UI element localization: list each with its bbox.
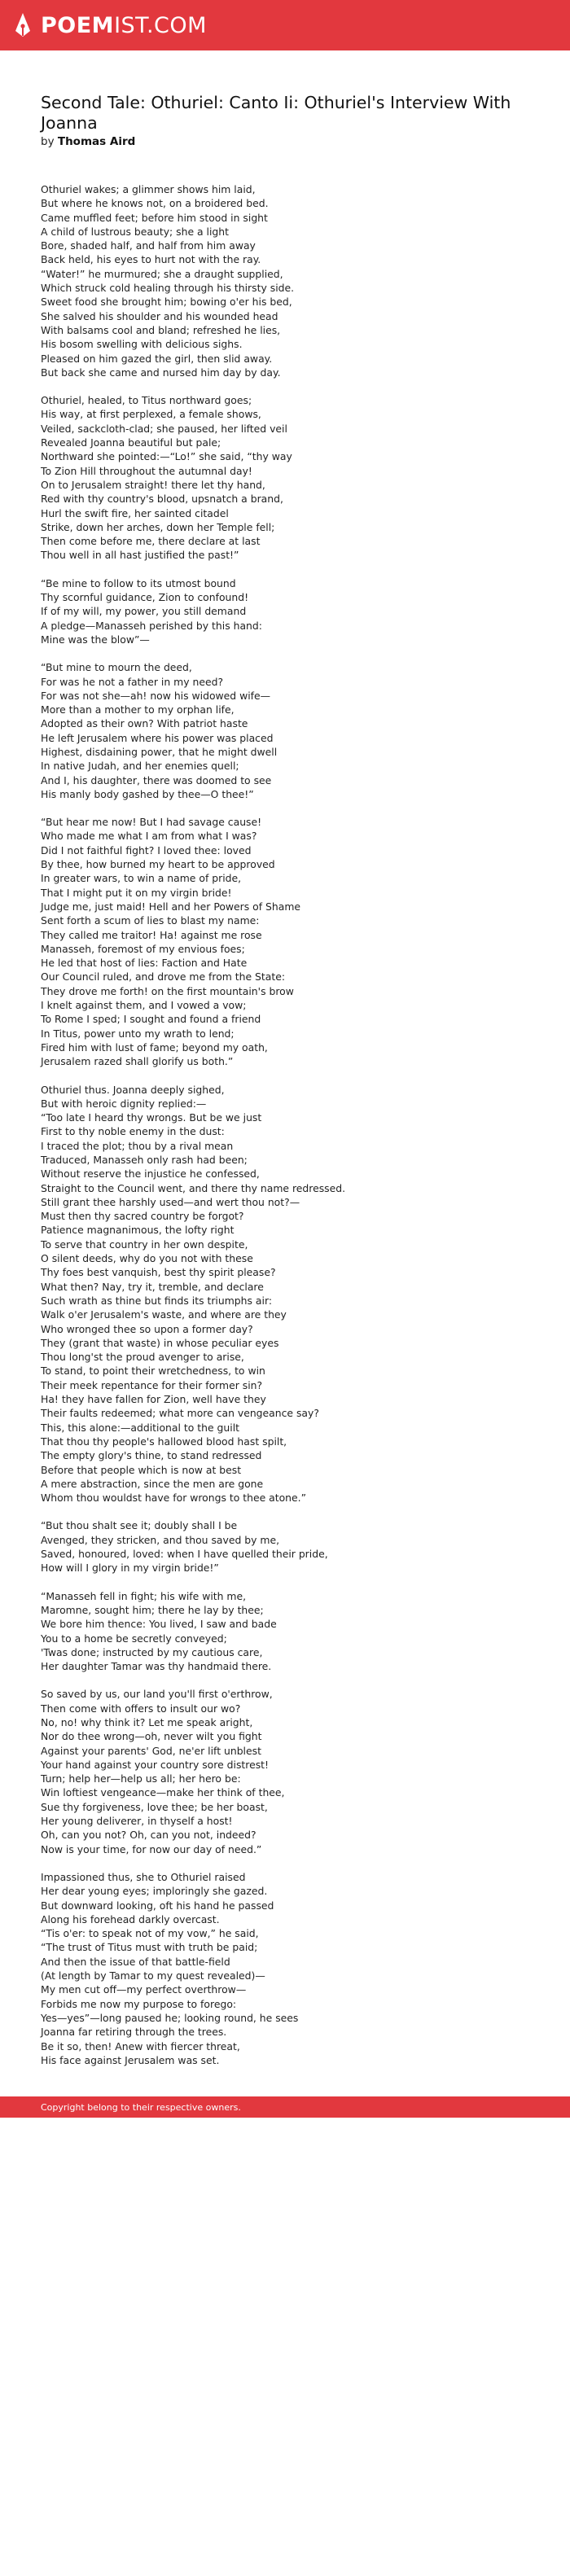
- poem-line: Who wronged thee so upon a former day?: [41, 1322, 253, 1335]
- poem-line: Manasseh, foremost of my envious foes;: [41, 942, 245, 955]
- poem-line: Oh, can you not? Oh, can you not, indeed?: [41, 1829, 256, 1842]
- stanza: [41, 1687, 529, 1856]
- poem-line: Then come with offers to insult our wo?: [41, 1702, 241, 1715]
- poem-line: “Too late I heard thy wrongs. But be we just: [41, 1111, 262, 1124]
- poem-line: They called me traitor! Ha! against me rose: [41, 928, 262, 941]
- poem-line: Must then thy sacred country be forgot?: [41, 1210, 244, 1223]
- poem-line: Yes—yes”—long paused he; looking round, he sees: [41, 2011, 299, 2024]
- poem-line: And then the issue of that battle-field: [41, 1955, 230, 1968]
- poem-line: Ha! they have fallen for Zion, well have they: [41, 1393, 266, 1406]
- site-footer: [0, 2096, 570, 2118]
- poem-line: How will I glory in my virgin bride!”: [41, 1562, 219, 1575]
- poem-line: Forbids me now my purpose to forego:: [41, 1997, 237, 2010]
- poem-line: Did I not faithful fight? I loved thee: loved: [41, 843, 252, 856]
- poem-line: Fired him with lust of fame; beyond my oath,: [41, 1040, 268, 1054]
- poem-line: His face against Jerusalem was set.: [41, 2053, 220, 2066]
- poem-line: “Be mine to follow to its utmost bound: [41, 576, 236, 589]
- poem-line: A mere abstraction, since the men are gone: [41, 1477, 264, 1490]
- poem-line: Along his forehead darkly overcast.: [41, 1912, 220, 1925]
- poem-line: Avenged, they stricken, and thou saved by me,: [41, 1533, 280, 1546]
- poem-line: To Zion Hill throughout the autumnal day!: [41, 464, 252, 477]
- poem-line: “The trust of Titus must with truth be paid;: [41, 1941, 258, 1954]
- poem-line: Mine was the blow”—: [41, 633, 150, 646]
- poem-line: On to Jerusalem straight! there let thy hand,: [41, 478, 265, 491]
- poem-line: First to thy noble enemy in the dust:: [41, 1125, 225, 1138]
- poem-line: They drove me forth! on the first mountain's brow: [41, 984, 294, 997]
- poem-line: “Water!” he murmured; she a draught supplied,: [41, 267, 283, 280]
- poem-line: That thou thy people's hallowed blood hast spilt,: [41, 1435, 287, 1448]
- poem-line: I traced the plot; thou by a rival mean: [41, 1139, 234, 1152]
- poem-line: The empty glory's thine, to stand redressed: [41, 1449, 262, 1462]
- poem-line: Straight to the Council went, and there thy name redressed.: [41, 1181, 346, 1194]
- poem-line: Thou well in all hast justified the past!”: [41, 549, 239, 562]
- poem-line: Patience magnanimous, the lofty right: [41, 1224, 235, 1237]
- poem-line: She salved his shoulder and his wounded head: [41, 309, 278, 322]
- poem-line: You to a home be secretly conveyed;: [41, 1632, 227, 1645]
- poem-line: Such wrath as thine but finds its triumphs air:: [41, 1294, 272, 1307]
- copyright-text: Copyright belong to their respective owners.: [41, 2101, 241, 2113]
- poem-line: To serve that country in her own despite,: [41, 1238, 248, 1251]
- poem-line: Thou long'st the proud avenger to arise,: [41, 1351, 244, 1364]
- poem-line: “Tis o'er: to speak not of my vow,” he said,: [41, 1927, 259, 1940]
- poem-line: Whom thou wouldst have for wrongs to thee atone.”: [41, 1492, 307, 1505]
- poem-line: Hurl the swift fire, her sainted citadel: [41, 506, 229, 519]
- poem-line: Before that people which is now at best: [41, 1463, 242, 1476]
- poem-body: [41, 182, 529, 2067]
- poem-line: “But thou shalt see it; doubly shall I be: [41, 1519, 238, 1532]
- poem-line: A child of lustrous beauty; she a light: [41, 225, 230, 238]
- poem-line: But where he knows not, on a broidered bed.: [41, 197, 269, 210]
- poem-line: I knelt against them, and I vowed a vow;: [41, 999, 247, 1012]
- poem-line: Nor do thee wrong—oh, never wilt you fight: [41, 1730, 262, 1743]
- poem-line: Still grant thee harshly used—and wert thou not?—: [41, 1195, 300, 1208]
- poem-line: And I, his daughter, there was doomed to see: [41, 773, 272, 786]
- stanza: [41, 660, 529, 801]
- poem-line: But with heroic dignity replied:—: [41, 1097, 207, 1110]
- poem-line: To stand, to point their wretchedness, to win: [41, 1365, 265, 1378]
- poem-line: Without reserve the injustice he confessed,: [41, 1168, 260, 1181]
- byline-prefix: by: [41, 135, 55, 148]
- poem-line: Joanna far retiring through the trees.: [41, 2026, 227, 2039]
- poem-line: That I might put it on my virgin bride!: [41, 886, 232, 899]
- poem-line: Red with thy country's blood, upsnatch a brand,: [41, 493, 283, 506]
- quill-pen-icon: [11, 11, 34, 39]
- poem-line: Othuriel, healed, to Titus northward goes;: [41, 394, 252, 407]
- poem-line: By thee, how burned my heart to be approved: [41, 858, 275, 871]
- poem-line: But downward looking, oft his hand he passed: [41, 1899, 274, 1912]
- poem-line: My men cut off—my perfect overthrow—: [41, 1983, 247, 1996]
- stanza: [41, 815, 529, 1068]
- poem-line: More than a mother to my orphan life,: [41, 703, 235, 716]
- poem-line: Adopted as their own? With patriot haste: [41, 717, 248, 730]
- poem-line: Thy scornful guidance, Zion to confound!: [41, 591, 249, 604]
- stanza: [41, 576, 529, 646]
- poem-line: In Titus, power unto my wrath to lend;: [41, 1027, 235, 1040]
- poem-line: Northward she pointed:—“Lo!” she said, “thy way: [41, 450, 292, 463]
- poem-line: Saved, honoured, loved: when I have quelled their pride,: [41, 1548, 328, 1561]
- poem-line: Judge me, just maid! Hell and her Powers of Shame: [41, 900, 301, 913]
- poem-line: Now is your time, for now our day of need.”: [41, 1842, 262, 1855]
- poem-line: (At length by Tamar to my quest revealed)—: [41, 1969, 265, 1982]
- poem-line: Your hand against your country sore distrest!: [41, 1758, 269, 1771]
- poem-line: Our Council ruled, and drove me from the State:: [41, 970, 286, 984]
- poem-line: Revealed Joanna beautiful but pale;: [41, 436, 221, 449]
- poem-line: Her dear young eyes; imploringly she gazed.: [41, 1885, 268, 1898]
- poem-line: Their meek repentance for their former sin?: [41, 1378, 263, 1391]
- poem-line: Win loftiest vengeance—make her think of thee,: [41, 1786, 285, 1799]
- poem-line: His way, at first perplexed, a female shows,: [41, 408, 261, 421]
- poem-line: Came muffled feet; before him stood in sight: [41, 211, 268, 224]
- poem-line: For was he not a father in my need?: [41, 675, 224, 688]
- poem-title: Second Tale: Othuriel: Canto Ii: Othuriel's Interview With Joanna: [41, 93, 511, 133]
- poem-line: “But mine to mourn the deed,: [41, 661, 192, 674]
- poem-line: What then? Nay, try it, tremble, and declare: [41, 1280, 264, 1293]
- poem-line: Then come before me, there declare at last: [41, 535, 261, 548]
- poem-line: Maromne, sought him; there he lay by thee;: [41, 1603, 264, 1616]
- poem-line: Be it so, then! Anew with fiercer threat,: [41, 2039, 240, 2052]
- poem-line: Back held, his eyes to hurt not with the ray.: [41, 253, 261, 266]
- byline: [41, 135, 529, 148]
- poem-line: In native Judah, and her enemies quell;: [41, 760, 239, 773]
- poem-line: Othuriel thus. Joanna deeply sighed,: [41, 1083, 225, 1096]
- site-name: POEMIST.COM: [41, 12, 207, 38]
- poem-line: He left Jerusalem where his power was placed: [41, 731, 274, 744]
- poem-line: 'Twas done; instructed by my cautious care,: [41, 1645, 263, 1658]
- stanza: [41, 1518, 529, 1575]
- poem-line: Sent forth a scum of lies to blast my name:: [41, 914, 260, 927]
- author-link[interactable]: Thomas Aird: [57, 135, 136, 148]
- site-header: [0, 0, 570, 50]
- poem-line: “Manasseh fell in fight; his wife with me,: [41, 1589, 247, 1602]
- poem-line: So saved by us, our land you'll first o'erthrow,: [41, 1688, 273, 1701]
- poem-line: Who made me what I am from what I was?: [41, 830, 257, 843]
- stanza: [41, 1870, 529, 2067]
- poem-line: Highest, disdaining power, that he might dwell: [41, 745, 278, 758]
- poem-line: But back she came and nursed him day by day.: [41, 366, 281, 379]
- poem-line: O silent deeds, why do you not with these: [41, 1252, 253, 1265]
- poem-line: Strike, down her arches, down her Temple fell;: [41, 520, 275, 533]
- poem-line: To Rome I sped; I sought and found a friend: [41, 1013, 261, 1026]
- poem-line: He led that host of lies: Faction and Hate: [41, 957, 248, 970]
- poem-line: For was not she—ah! now his widowed wife—: [41, 689, 271, 702]
- poem-line: Traduced, Manasseh only rash had been;: [41, 1154, 248, 1166]
- stanza: [41, 393, 529, 563]
- poem-line: Against your parents' God, ne'er lift unblest: [41, 1744, 261, 1757]
- poem-line: Jerusalem razed shall glorify us both.”: [41, 1055, 234, 1068]
- poem-line: No, no! why think it? Let me speak aright,: [41, 1715, 253, 1728]
- poem-line: Thy foes best vanquish, best thy spirit please?: [41, 1266, 276, 1279]
- poem-line: Which struck cold healing through his thirsty side.: [41, 282, 295, 295]
- poem-line: If of my will, my power, you still demand: [41, 605, 247, 618]
- site-logo[interactable]: [11, 11, 207, 39]
- main-content: [0, 50, 570, 2067]
- poem-line: Her young deliverer, in thyself a host!: [41, 1815, 233, 1828]
- poem-line: Her daughter Tamar was thy handmaid there.: [41, 1660, 272, 1673]
- poem-line: His manly body gashed by thee—O thee!”: [41, 787, 254, 800]
- stanza: [41, 182, 529, 379]
- poem-line: A pledge—Manasseh perished by this hand:: [41, 619, 262, 632]
- stanza: [41, 1083, 529, 1505]
- poem-line: Veiled, sackcloth-clad; she paused, her lifted veil: [41, 422, 287, 435]
- poem-line: In greater wars, to win a name of pride,: [41, 872, 242, 885]
- poem-line: Turn; help her—help us all; her hero be:: [41, 1772, 241, 1785]
- poem-line: His bosom swelling with delicious sighs.: [41, 338, 243, 351]
- poem-line: We bore him thence: You lived, I saw and bade: [41, 1618, 277, 1631]
- poem-line: “But hear me now! But I had savage cause!: [41, 816, 262, 829]
- poem-line: Bore, shaded half, and half from him away: [41, 239, 256, 252]
- poem-line: Their faults redeemed; what more can vengeance say?: [41, 1407, 319, 1420]
- poem-line: Sue thy forgiveness, love thee; be her boast,: [41, 1800, 268, 1813]
- poem-line: They (grant that waste) in whose peculiar eyes: [41, 1336, 279, 1349]
- poem-line: Impassioned thus, she to Othuriel raised: [41, 1870, 246, 1883]
- poem-line: This, this alone:—additional to the guilt: [41, 1421, 239, 1434]
- poem-line: Othuriel wakes; a glimmer shows him laid,: [41, 183, 256, 195]
- poem-line: Walk o'er Jerusalem's waste, and where are they: [41, 1308, 287, 1321]
- stanza: [41, 1589, 529, 1674]
- poem-line: Pleased on him gazed the girl, then slid away.: [41, 352, 273, 365]
- poem-line: With balsams cool and bland; refreshed he lies,: [41, 323, 281, 336]
- poem-line: Sweet food she brought him; bowing o'er his bed,: [41, 296, 292, 309]
